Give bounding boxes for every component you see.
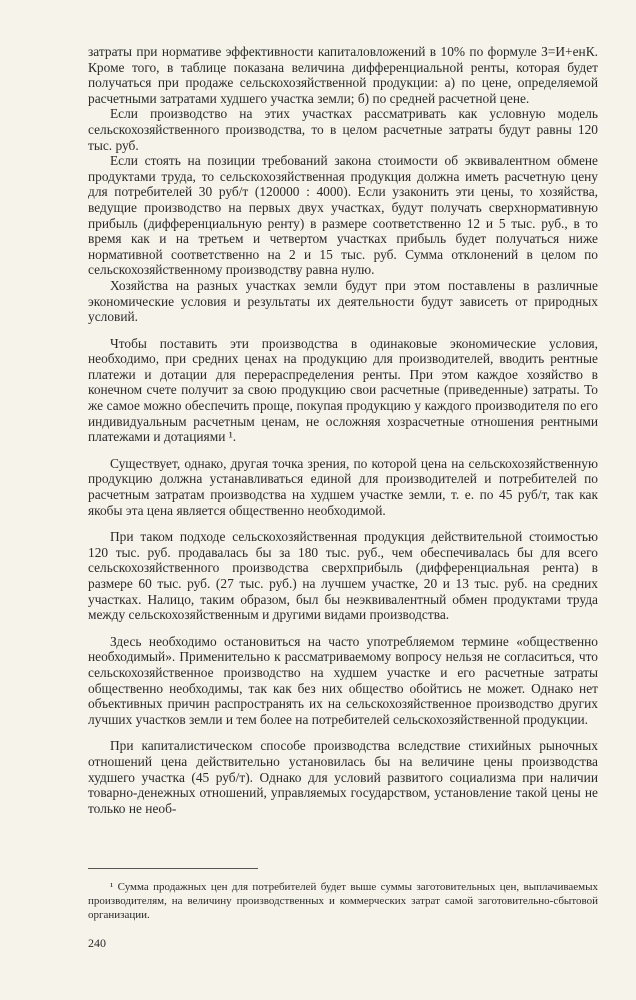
paragraph: Здесь необходимо остановиться на часто употребляемом термине «общественно необходимый». Применительно к рассматриваемому вопросу нельзя не согласиться, что сельскохозяйственное производство на худшем участке и его расчетные затраты общественно необходимы, так как без них общество обойтись не может. Однако нет объективных причин распространять их на сельскохозяйственное производство других лучших участков земли и тем более на потребителей сельскохозяйственной продукции.	[88, 633, 598, 727]
paragraph: При таком подходе сельскохозяйственная продукция действительной стоимостью 120 тыс. руб. продавалась бы за 180 тыс. руб., чем обеспечивалась бы для всего сельскохозяйственного производства сверхприбыль (дифференциальная рента) в размере 60 тыс. руб. (27 тыс. руб.) на лучшем участке, 20 и 13 тыс. руб. на средних участках. Налицо, таким образом, был бы неэквивалентный обмен продуктами труда между сельскохозяйственным и другими видами производства.	[88, 529, 598, 623]
footnote: ¹ Сумма продажных цен для потребителей будет выше суммы заготовительных цен, выплачиваемых производителям, на величину производственных и коммерческих затрат самой заготовительно-сбытовой организации.	[88, 881, 598, 921]
footnote-divider	[88, 868, 258, 869]
paragraph: При капиталистическом способе производства вследствие стихийных рыночных отношений цена действительно установилась бы на величине цены производства худшего участка (45 руб/т). Однако для условий развитого социализма при наличии товарно-денежных отношений, управляемых государством, установление такой цены не только не необ-	[88, 738, 598, 816]
body-text	[88, 44, 598, 816]
paragraph: Если стоять на позиции требований закона стоимости об эквивалентном обмене продуктами труда, то сельскохозяйственная продукция должна иметь расчетную цену для потребителей 30 руб/т (120000 : 4000). Если узаконить эти цены, то хозяйства, ведущие производство на первых двух участках, будут получать сверхнормативную прибыль (дифференциальную ренту) в размере соответственно 12 и 5 тыс. руб., в то время как и на третьем и четвертом участках прибыль будет получаться ниже нормативной соответственно на 2 и 15 тыс. руб. Сумма отклонений в целом по сельскохозяйственному производству равна нулю.	[88, 153, 598, 278]
paragraph: Хозяйства на разных участках земли будут при этом поставлены в различные экономические условия и результаты их деятельности будут зависеть от природных условий.	[88, 277, 598, 325]
paragraph: затраты при нормативе эффективности капиталовложений в 10% по формуле З=И+eнК. Кроме того, в таблице показана величина дифференциальной ренты, которая будет получаться при продаже сельскохозяйственной продукции: а) по цене, определяемой расчетными затратами худшего участка земли; б) по средней расчетной цене.	[88, 44, 598, 106]
paragraph: Если производство на этих участках рассматривать как условную модель сельскохозяйственного производства, то в целом расчетные затраты будут равны 120 тыс. руб.	[88, 106, 598, 153]
paragraph: Существует, однако, другая точка зрения, по которой цена на сельскохозяйственную продукцию должна устанавливаться единой для производителей и потребителей по расчетным затратам производства на худшем участке земли, т. е. по 45 руб/т, так как якобы эта цена является общественно необходимой.	[88, 455, 598, 518]
paragraph: Чтобы поставить эти производства в одинаковые экономические условия, необходимо, при средних ценах на продукцию для производителей, вводить рентные платежи и дотации для перераспределения ренты. При этом каждое хозяйство в конечном счете получит за свою продукцию свои расчетные (приведенные) затраты. То же самое можно обеспечить проще, покупая продукцию у каждого производителя по его индивидуальным расчетным ценам, не осложняя хозрасчетные отношения рентными платежами и дотациями ¹.	[88, 335, 598, 445]
page-number: 240	[88, 936, 106, 950]
